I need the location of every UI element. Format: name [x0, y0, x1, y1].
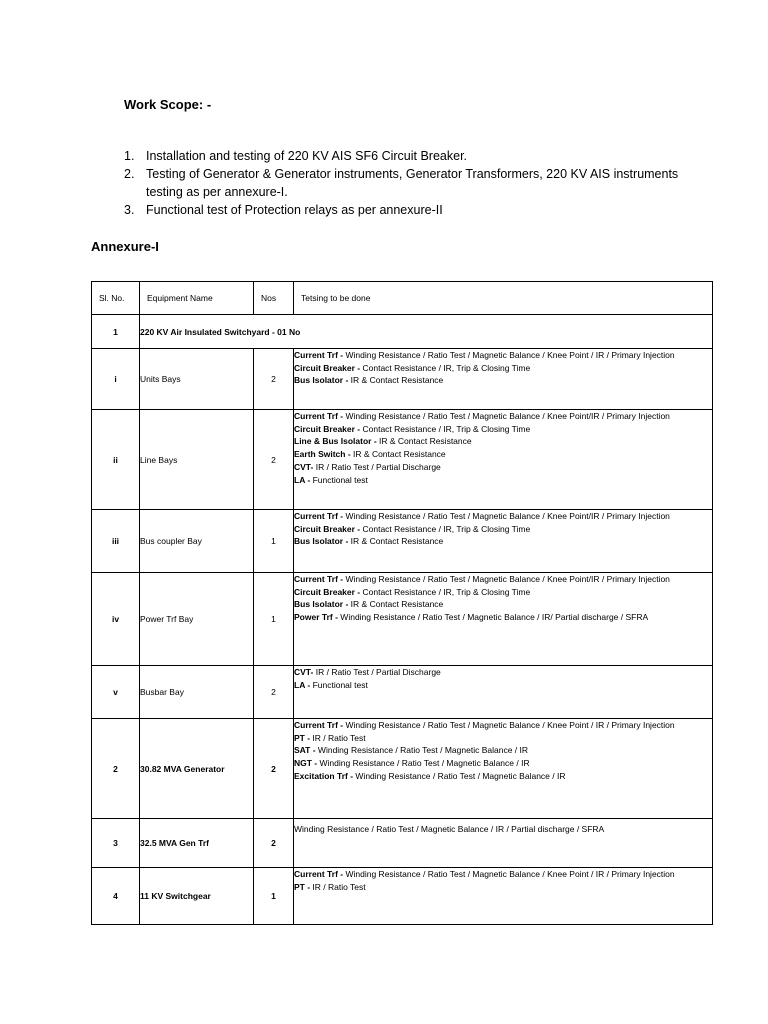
sl-cell: 4: [92, 868, 140, 925]
test-label: LA -: [294, 679, 311, 690]
table-row-section-1: [92, 315, 713, 349]
test-text: Functional test: [310, 474, 368, 485]
test-label: Bus Isolator -: [294, 599, 349, 610]
test-text: IR / Ratio Test / Partial Discharge: [313, 667, 441, 677]
test-label: Current Trf -: [294, 574, 344, 584]
sl-cell: 3: [92, 819, 140, 868]
test-label: Excitation Trf -: [294, 770, 354, 781]
test-line: [294, 744, 712, 757]
table-row: [92, 573, 713, 666]
test-line: [294, 423, 712, 436]
test-label: Circuit Breaker -: [294, 423, 361, 434]
table-row: [92, 819, 713, 868]
testing-cell: [294, 719, 713, 819]
test-text: IR & Contact Resistance: [348, 599, 444, 610]
annexure-table: [91, 281, 713, 925]
table-row: [92, 666, 713, 719]
nos-cell: 1: [254, 510, 294, 573]
test-label: Power Trf -: [294, 612, 338, 623]
test-label: Current Trf -: [294, 869, 344, 879]
test-line: [294, 410, 712, 423]
nos-cell: 1: [254, 868, 294, 925]
test-line: [294, 881, 712, 894]
test-text: Functional test: [310, 679, 368, 690]
nos-cell: 2: [254, 349, 294, 410]
test-label: Current Trf -: [294, 511, 344, 521]
test-line: [294, 666, 712, 679]
sl-cell: 1: [92, 315, 140, 349]
test-label: PT -: [294, 881, 311, 892]
section-title: 220 KV Air Insulated Switchyard - 01 No: [140, 315, 713, 349]
nos-cell: 2: [254, 819, 294, 868]
list-item: 2. Testing of Generator & Generator instruments, Generator Transformers, 220 KV AIS instruments testing as per annexure-I.: [124, 167, 679, 199]
test-line: [294, 679, 712, 692]
test-line: [294, 770, 712, 783]
sl-cell: v: [92, 666, 140, 719]
testing-cell: [294, 819, 713, 868]
test-text: Winding Resistance / Ratio Test / Magnetic Balance / IR: [317, 758, 530, 769]
work-scope-heading: Work Scope: -: [124, 97, 212, 112]
sl-cell: ii: [92, 410, 140, 510]
nos-cell: 2: [254, 666, 294, 719]
test-text: IR & Contact Resistance: [348, 536, 444, 547]
test-text: IR & Contact Resistance: [348, 375, 444, 386]
equipment-cell: 32.5 MVA Gen Trf: [140, 819, 254, 868]
test-line: [294, 573, 712, 586]
testing-cell: [294, 510, 713, 573]
header-testing: Tetsing to be done: [294, 282, 713, 315]
test-label: Bus Isolator -: [294, 536, 349, 547]
list-item: 3. Functional test of Protection relays as per annexure-II: [124, 203, 443, 217]
test-text: IR / Ratio Test: [310, 881, 366, 892]
test-line: [294, 586, 712, 599]
table-row: [92, 349, 713, 410]
list-item: 1. Installation and testing of 220 KV AIS SF6 Circuit Breaker.: [124, 149, 468, 163]
test-line: [294, 448, 712, 461]
test-label: Current Trf -: [294, 720, 344, 730]
equipment-cell: 30.82 MVA Generator: [140, 719, 254, 819]
test-label: SAT -: [294, 745, 316, 756]
nos-cell: 1: [254, 573, 294, 666]
test-text: Winding Resistance / Ratio Test / Magnetic Balance / IR / Partial discharge / SFRA: [294, 824, 605, 834]
test-label: Line & Bus Isolator -: [294, 436, 377, 447]
test-text: Winding Resistance / Ratio Test / Magnetic Balance / Knee Point / IR / Primary Injection: [343, 720, 675, 730]
test-line: [294, 435, 712, 448]
test-text: Winding Resistance / Ratio Test / Magnetic Balance / IR: [315, 745, 529, 756]
test-label: Current Trf -: [294, 350, 344, 360]
sl-cell: iv: [92, 573, 140, 666]
equipment-cell: Units Bays: [140, 349, 254, 410]
test-text: Contact Resistance / IR, Trip & Closing Time: [360, 423, 531, 434]
header-equipment: Equipment Name: [140, 282, 254, 315]
sl-cell: i: [92, 349, 140, 410]
table-row: [92, 510, 713, 573]
annexure-heading: Annexure-I: [91, 239, 159, 254]
test-text: Contact Resistance / IR, Trip & Closing Time: [360, 586, 531, 597]
test-line: [294, 732, 712, 745]
test-label: CVT-: [294, 461, 314, 472]
test-text: Winding Resistance / Ratio Test / Magnetic Balance / Knee Point / IR / Primary Injection: [343, 869, 675, 879]
testing-cell: [294, 868, 713, 925]
test-text: Winding Resistance / Ratio Test / Magnetic Balance / Knee Point / IR / Primary Injection: [343, 350, 675, 360]
testing-cell: [294, 410, 713, 510]
test-line: [294, 611, 712, 624]
test-label: LA -: [294, 474, 311, 485]
test-line: [294, 349, 712, 362]
header-nos: Nos: [254, 282, 294, 315]
header-sl-no: Sl. No.: [92, 282, 140, 315]
test-line: [294, 598, 712, 611]
table-row: [92, 719, 713, 819]
test-label: Circuit Breaker -: [294, 362, 361, 373]
nos-cell: 2: [254, 719, 294, 819]
test-line: [294, 757, 712, 770]
test-label: Circuit Breaker -: [294, 523, 361, 534]
test-line: [294, 823, 712, 836]
testing-cell: [294, 573, 713, 666]
table-header-row: [92, 282, 713, 315]
test-text: IR & Contact Resistance: [350, 449, 446, 460]
test-text: Winding Resistance / Ratio Test / Magnetic Balance / IR/ Partial discharge / SFRA: [337, 612, 649, 623]
table-row: [92, 868, 713, 925]
test-text: Winding Resistance / Ratio Test / Magnetic Balance / Knee Point/IR / Primary Injection: [343, 511, 670, 521]
test-line: [294, 474, 712, 487]
test-text: Contact Resistance / IR, Trip & Closing Time: [360, 523, 531, 534]
test-line: [294, 362, 712, 375]
test-line: [294, 523, 712, 536]
test-label: PT -: [294, 732, 311, 743]
testing-cell: [294, 349, 713, 410]
equipment-cell: Busbar Bay: [140, 666, 254, 719]
test-label: NGT -: [294, 758, 318, 769]
test-label: CVT-: [294, 667, 314, 677]
test-line: [294, 374, 712, 387]
test-label: Circuit Breaker -: [294, 586, 361, 597]
test-line: [294, 535, 712, 548]
test-text: Winding Resistance / Ratio Test / Magnetic Balance / IR: [353, 770, 566, 781]
test-label: Earth Switch -: [294, 449, 351, 460]
test-line: [294, 719, 712, 732]
equipment-cell: Power Trf Bay: [140, 573, 254, 666]
work-scope-list: [124, 147, 694, 219]
equipment-cell: 11 KV Switchgear: [140, 868, 254, 925]
test-label: Current Trf -: [294, 411, 344, 421]
equipment-cell: Bus coupler Bay: [140, 510, 254, 573]
test-text: IR / Ratio Test / Partial Discharge: [313, 461, 441, 472]
sl-cell: 2: [92, 719, 140, 819]
test-line: [294, 510, 712, 523]
test-label: Bus Isolator -: [294, 375, 349, 386]
test-line: [294, 868, 712, 881]
test-text: IR & Contact Resistance: [376, 436, 472, 447]
equipment-cell: Line Bays: [140, 410, 254, 510]
nos-cell: 2: [254, 410, 294, 510]
test-text: IR / Ratio Test: [310, 732, 366, 743]
test-text: Winding Resistance / Ratio Test / Magnetic Balance / Knee Point/IR / Primary Injection: [343, 411, 670, 421]
test-line: [294, 461, 712, 474]
test-text: Contact Resistance / IR, Trip & Closing Time: [360, 362, 531, 373]
table-row: [92, 410, 713, 510]
test-text: Winding Resistance / Ratio Test / Magnetic Balance / Knee Point/IR / Primary Injection: [343, 574, 670, 584]
sl-cell: iii: [92, 510, 140, 573]
testing-cell: [294, 666, 713, 719]
